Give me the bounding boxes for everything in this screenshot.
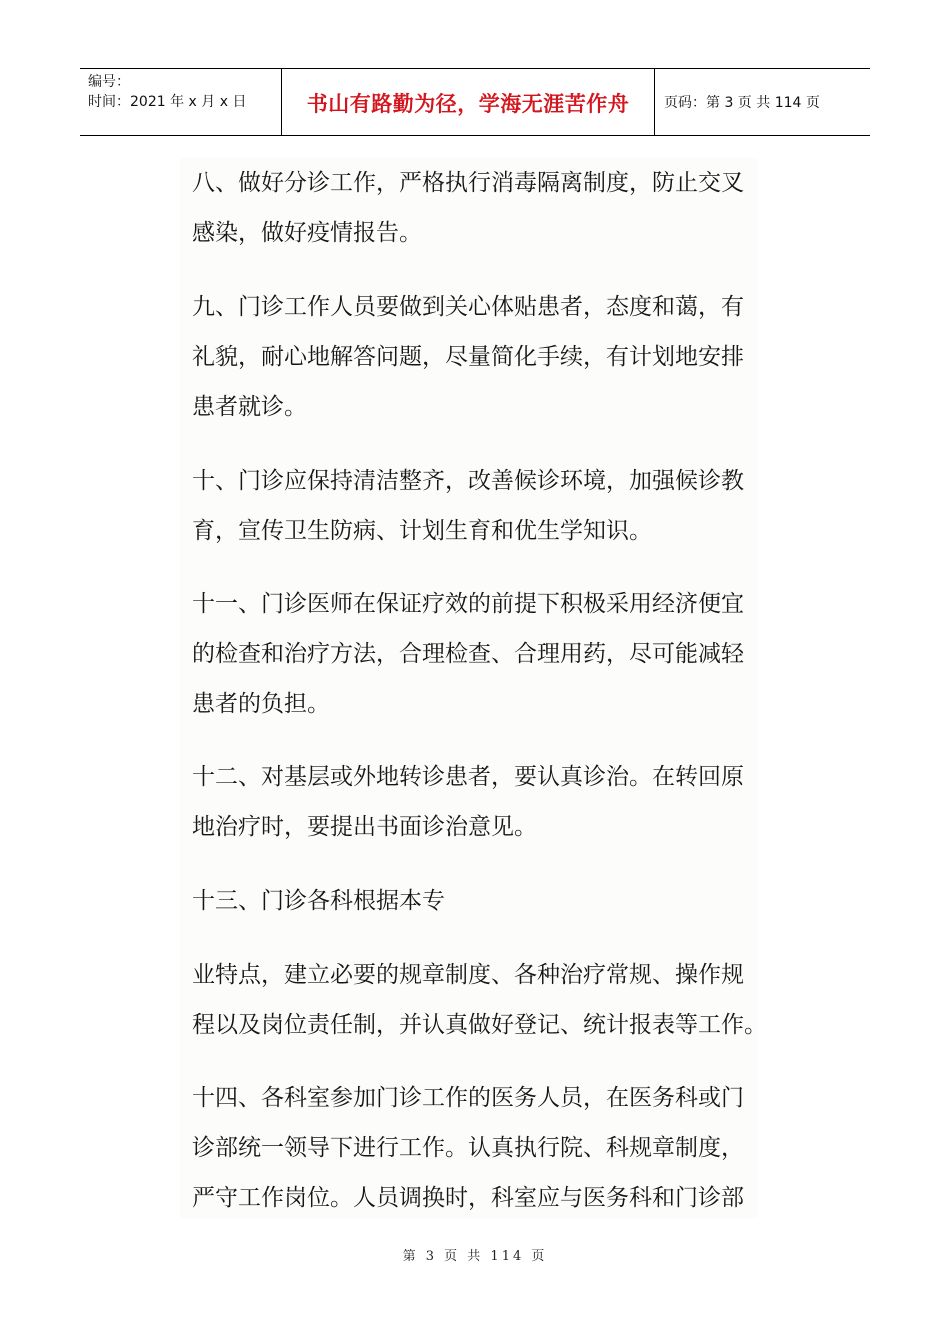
paragraph-line: 育，宣传卫生防病、计划生育和优生学知识。 — [192, 518, 652, 544]
paragraph-line: 十四、各科室参加门诊工作的医务人员，在医务科或门 — [192, 1085, 744, 1111]
paragraph-line: 患者就诊。 — [192, 394, 307, 420]
paragraph-10 — [192, 456, 758, 556]
paragraph-line: 程以及岗位责任制，并认真做好登记、统计报表等工作。 — [192, 1012, 767, 1038]
header-page-number: 页码：第 3 页 共 114 页 — [664, 95, 820, 111]
paragraph-line: 地治疗时，要提出书面诊治意见。 — [192, 814, 537, 840]
paragraph-line: 严守工作岗位。人员调换时，科室应与医务科和门诊部 — [192, 1185, 744, 1211]
header-divider-right — [654, 69, 655, 136]
paragraph-13 — [192, 876, 758, 926]
page-header — [80, 68, 870, 136]
paragraph-line: 业特点，建立必要的规章制度、各种治疗常规、操作规 — [192, 962, 744, 988]
header-number-label: 编号： — [88, 74, 130, 90]
document-body — [180, 158, 767, 1218]
paragraph-9 — [192, 282, 758, 432]
paragraph-line: 患者的负担。 — [192, 691, 330, 717]
page-footer: 第 3 页 共 114 页 — [402, 1249, 548, 1264]
header-time-label: 时间：2021 年 x 月 x 日 — [88, 94, 247, 110]
header-meta — [88, 72, 280, 112]
header-motto: 书山有路勤为径，学海无涯苦作舟 — [306, 91, 630, 116]
paragraph-line: 十、门诊应保持清洁整齐，改善候诊环境，加强候诊教 — [192, 468, 744, 494]
paragraph-line: 礼貌，耐心地解答问题，尽量简化手续，有计划地安排 — [192, 344, 744, 370]
paragraph-line: 十一、门诊医师在保证疗效的前提下积极采用经济便宜 — [192, 591, 744, 617]
paragraph-line: 感染，做好疫情报告。 — [192, 220, 422, 246]
paragraph-line: 九、门诊工作人员要做到关心体贴患者，态度和蔼，有 — [192, 294, 744, 320]
paragraph-line: 的检查和治疗方法，合理检查、合理用药，尽可能减轻 — [192, 641, 744, 667]
paragraph-14 — [192, 1073, 758, 1223]
paragraph-12 — [192, 752, 758, 852]
paragraph-line: 十三、门诊各科根据本专 — [192, 888, 445, 914]
paragraph-line: 八、做好分诊工作，严格执行消毒隔离制度，防止交叉 — [192, 170, 744, 196]
paragraph-13-continued — [192, 950, 767, 1050]
paragraph-line: 诊部统一领导下进行工作。认真执行院、科规章制度， — [192, 1135, 744, 1161]
paragraph-8 — [192, 158, 758, 258]
paragraph-11 — [192, 579, 758, 729]
paragraph-line: 十二、对基层或外地转诊患者，要认真诊治。在转回原 — [192, 764, 744, 790]
